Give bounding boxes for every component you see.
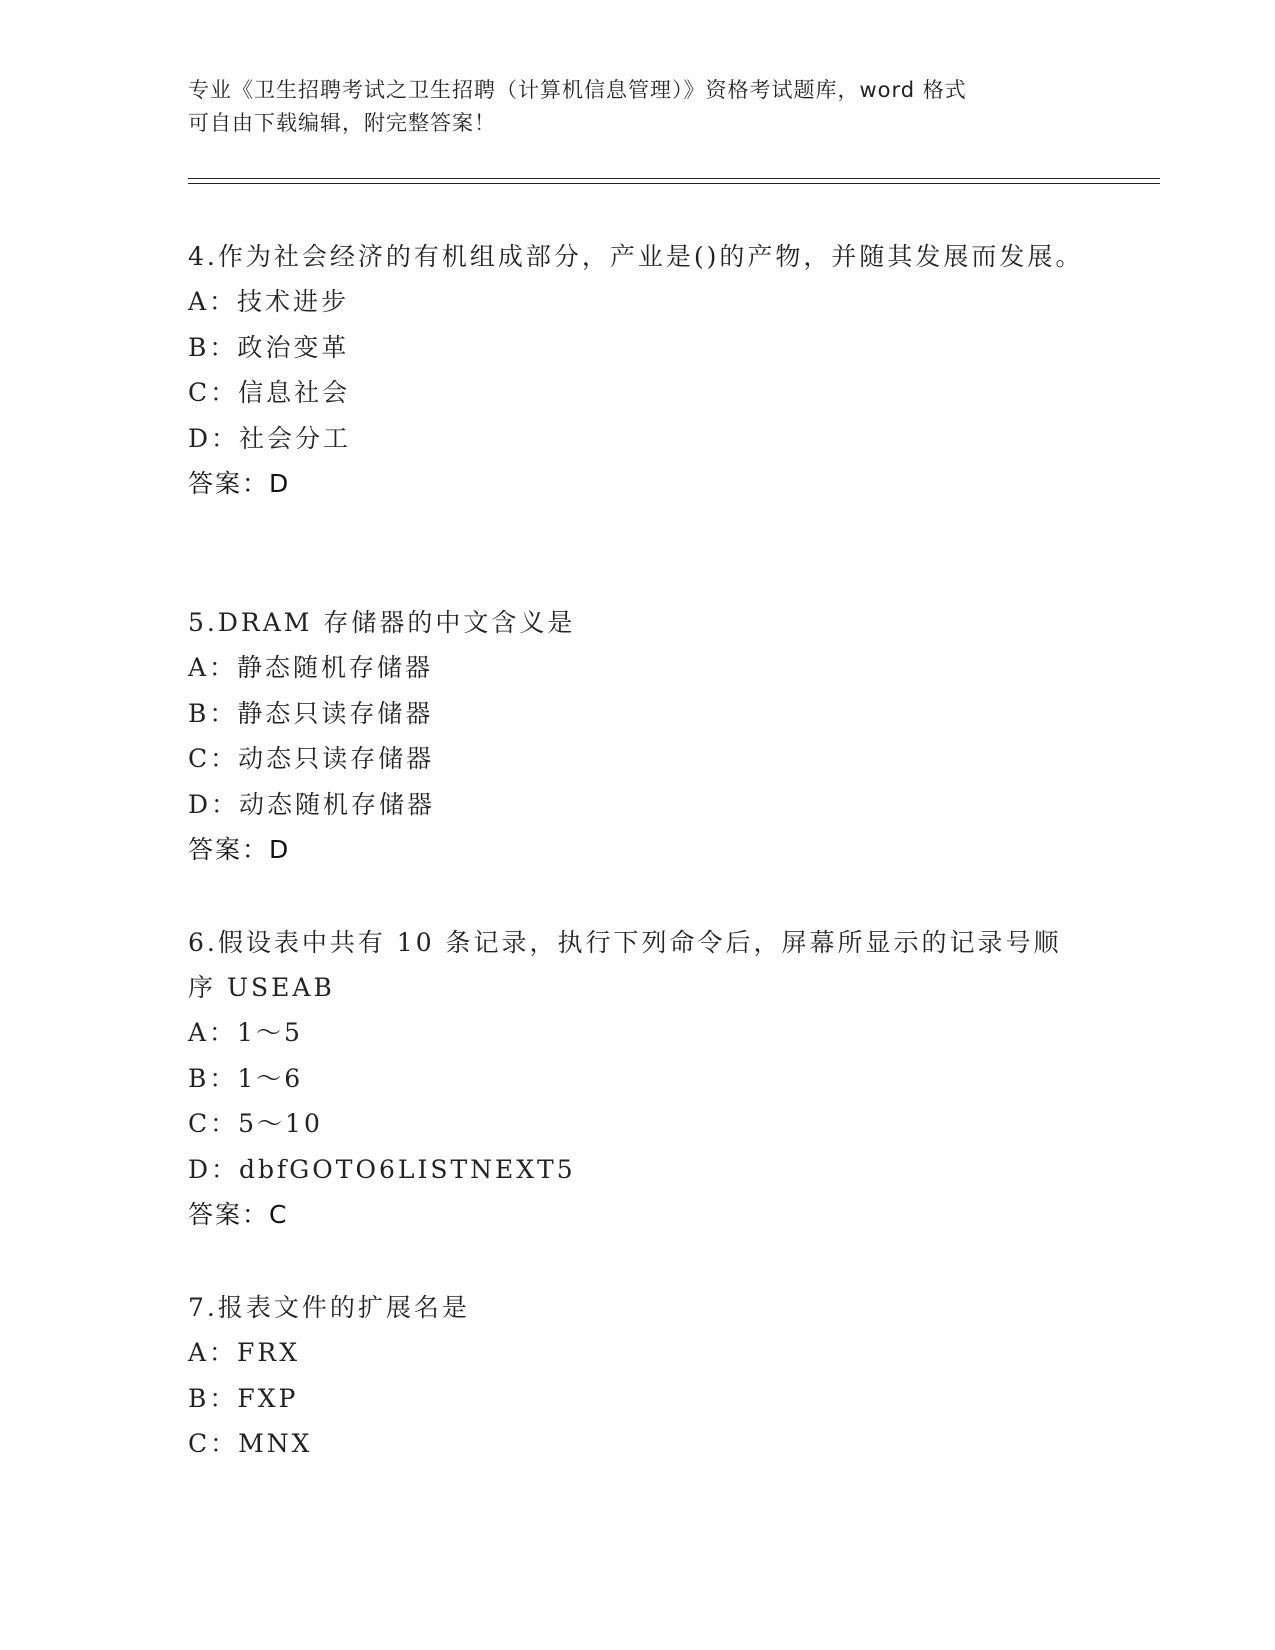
option-d: D：社会分工 [188,423,352,453]
option-b: B：FXP [188,1383,299,1413]
question-stem: 5.DRAM 存储器的中文含义是 [188,608,576,637]
option-c: C：5～10 [188,1109,323,1138]
option-b: B：政治变革 [188,332,350,362]
answer: 答案：C [188,1200,289,1229]
option-a: A：FRX [188,1338,301,1367]
option-a: A：技术进步 [188,287,350,316]
question-stem: 4.作为社会经济的有机组成部分，产业是()的产物，并随其发展而发展。 [188,242,1084,271]
question-4 [188,234,1088,506]
header-line-2: 可自由下载编辑，附完整答案！ [188,111,496,135]
option-a: A：静态随机存储器 [188,653,434,682]
option-d: D：动态随机存储器 [188,789,436,819]
header-line-1: 专业《卫生招聘考试之卫生招聘（计算机信息管理）》资格考试题库，word 格式 [188,78,967,102]
option-d: D：dbfGOTO6LISTNEXT5 [188,1154,576,1184]
option-c: C：MNX [188,1429,313,1458]
question-6 [188,920,1088,1237]
question-stem: 7.报表文件的扩展名是 [188,1293,470,1322]
answer: 答案：D [188,835,291,864]
header-divider-bottom [188,183,1160,184]
document-header [188,74,1068,140]
option-b: B：静态只读存储器 [188,698,434,728]
header-divider-top [188,178,1160,179]
option-a: A：1～5 [188,1018,303,1047]
question-5 [188,600,1088,872]
option-b: B：1～6 [188,1063,304,1093]
answer: 答案：D [188,469,291,498]
question-7 [188,1285,1088,1467]
question-stem: 6.假设表中共有 10 条记录，执行下列命令后，屏幕所显示的记录号顺序 USEAB [188,928,1062,1002]
option-c: C：信息社会 [188,378,351,407]
option-c: C：动态只读存储器 [188,744,435,773]
